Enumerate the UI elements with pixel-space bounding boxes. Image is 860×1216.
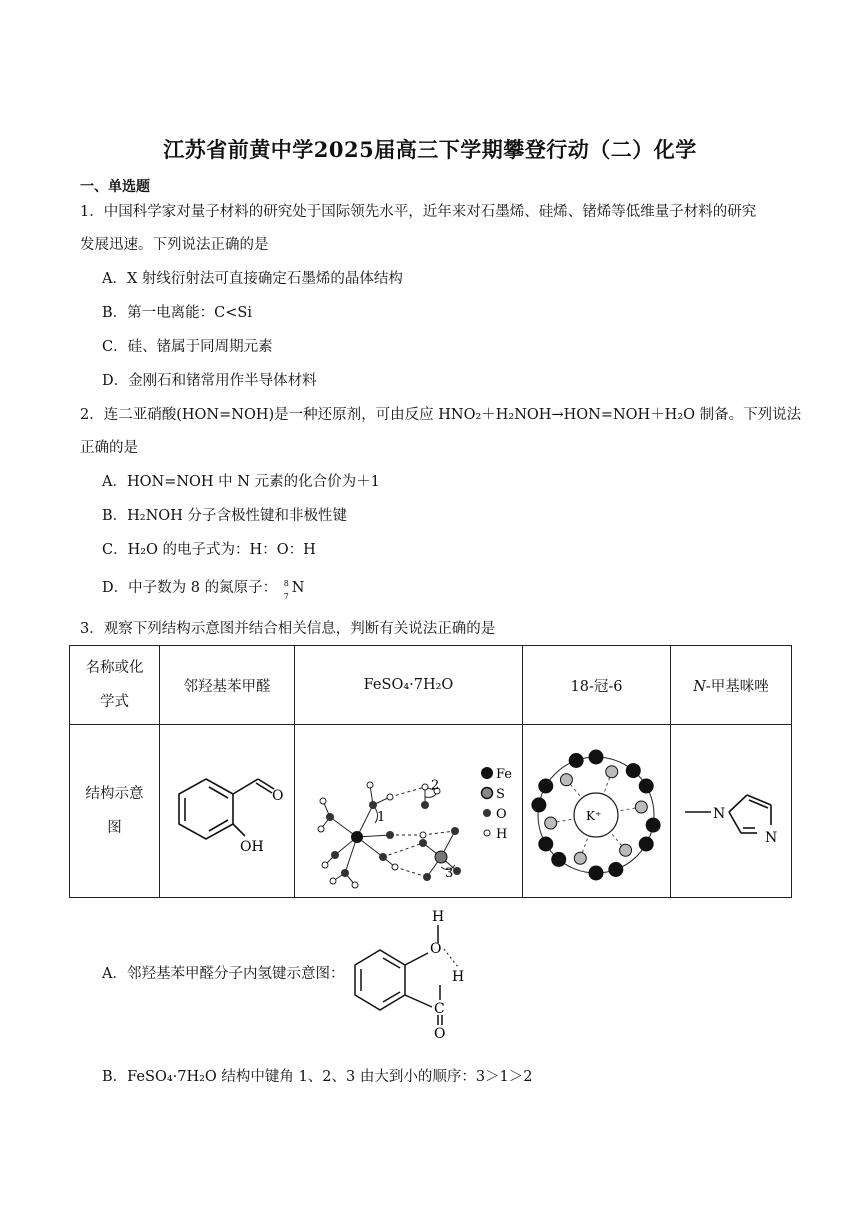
crown-carbon-atom bbox=[539, 837, 553, 851]
legend-s: S bbox=[496, 787, 505, 802]
q1-option-b: B．第一电离能：C<Si bbox=[102, 305, 252, 321]
crown-oxygen-atom bbox=[574, 852, 586, 864]
feso4-structure bbox=[295, 725, 522, 893]
col-name-methylimidazole bbox=[671, 646, 792, 725]
hydroxyl-label: OH bbox=[240, 839, 264, 855]
hbond-h-top: H bbox=[432, 909, 445, 925]
aldehyde-o-label: O bbox=[272, 788, 284, 804]
q2-stem-line2: 正确的是 bbox=[80, 440, 138, 456]
feso4-legend bbox=[481, 767, 512, 842]
section-heading: 一、单选题 bbox=[80, 179, 150, 195]
crown-oxygen-atom bbox=[635, 801, 647, 813]
q2-option-b: B．H₂NOH 分子含极性键和非极性键 bbox=[102, 508, 347, 524]
q2-stem-line1: 2．连二亚硝酸(HON=NOH)是一种还原剂，可由反应 HNO₂＋H₂NOH→HON=NOH＋H₂O 制备。下列说法 bbox=[80, 407, 802, 423]
legend-o: O bbox=[496, 807, 507, 822]
header-label-line2: 学式 bbox=[100, 694, 129, 710]
crown-carbon-atom bbox=[552, 852, 566, 866]
crown-oxygen-atom bbox=[545, 817, 557, 829]
crown-carbon-atom bbox=[639, 837, 653, 851]
q2-option-c: C．H₂O 的电子式为：H：O：H bbox=[102, 542, 316, 558]
k-ion-label: K⁺ bbox=[586, 809, 602, 823]
crown-carbon-atom bbox=[646, 818, 660, 832]
page-title: 江苏省前黄中学2025届高三下学期攀登行动（二）化学 bbox=[163, 137, 697, 162]
crown-ether-structure bbox=[523, 725, 670, 893]
nuclide-mass-number: 8 bbox=[283, 579, 289, 588]
q3-option-b: B．FeSO₄·7H₂O 结构中键角 1、2、3 由大到小的顺序：3＞1＞2 bbox=[102, 1069, 533, 1085]
col-name-crown-ether: 18-冠-6 bbox=[523, 646, 671, 725]
q2-option-a: A．HON=NOH 中 N 元素的化合价为＋1 bbox=[102, 474, 380, 490]
q1-option-d: D．金刚石和锗常用作半导体材料 bbox=[102, 373, 317, 389]
hbond-o-top: O bbox=[430, 941, 442, 957]
q3-option-a: A．邻羟基苯甲醛分子内氢键示意图： bbox=[102, 966, 345, 982]
header-label-line1: 名称或化 bbox=[85, 660, 144, 676]
col-name-feso4: FeSO₄·7H₂O bbox=[295, 646, 523, 725]
row2-label-line2: 图 bbox=[107, 820, 122, 836]
crown-ether-structure-cell bbox=[523, 725, 671, 898]
crown-carbon-atom bbox=[589, 750, 603, 764]
italic-n: N bbox=[693, 678, 706, 695]
row2-label-line1: 结构示意 bbox=[85, 786, 144, 802]
crown-carbon-atom bbox=[532, 798, 546, 812]
legend-h: H bbox=[496, 827, 508, 842]
q1-stem-line1: 1．中国科学家对量子材料的研究处于国际领先水平，近年来对石墨烯、硅烯、锗烯等低维量子材料的研究 bbox=[80, 204, 757, 220]
hbond-o-bottom: O bbox=[434, 1026, 446, 1042]
feso4-structure-cell bbox=[295, 725, 523, 898]
crown-carbon-atom bbox=[626, 764, 640, 778]
salicylaldehyde-structure bbox=[160, 725, 294, 893]
angle-3-label: 3 bbox=[445, 866, 454, 881]
crown-carbon-atom bbox=[569, 753, 583, 767]
q1-stem-line2: 发展迅速。下列说法正确的是 bbox=[80, 237, 269, 253]
q1-option-a: A．X 射线衍射法可直接确定石墨烯的晶体结构 bbox=[102, 271, 403, 287]
table-row2-label bbox=[70, 725, 160, 898]
imidazole-n3-label: N bbox=[765, 830, 778, 846]
table-header-label bbox=[70, 646, 160, 725]
legend-fe: Fe bbox=[496, 767, 513, 782]
salicylaldehyde-structure-cell bbox=[160, 725, 295, 898]
crown-carbon-atom bbox=[609, 863, 623, 877]
crown-carbon-atom bbox=[589, 866, 603, 880]
intramolecular-hbond-diagram bbox=[340, 905, 470, 1045]
angle-2-label: 2 bbox=[431, 778, 440, 793]
crown-oxygen-atom bbox=[560, 774, 572, 786]
q1-option-c: C．硅、锗属于同周期元素 bbox=[102, 339, 273, 355]
methylimidazole-structure-cell bbox=[671, 725, 792, 898]
imidazole-n1-label: N bbox=[713, 806, 726, 822]
q3-stem: 3．观察下列结构示意图并结合相关信息，判断有关说法正确的是 bbox=[80, 621, 496, 637]
q2-option-d bbox=[102, 578, 305, 601]
angle-1-label: 1 bbox=[377, 810, 386, 825]
structure-table bbox=[69, 645, 792, 898]
crown-oxygen-atom bbox=[606, 766, 618, 778]
q2-option-d-text: D．中子数为 8 的氮原子： bbox=[102, 580, 278, 596]
crown-carbon-atom bbox=[539, 779, 553, 793]
nuclide-symbol: N bbox=[291, 580, 305, 596]
methylimidazole-structure bbox=[671, 725, 791, 893]
col-name-salicylaldehyde: 邻羟基苯甲醛 bbox=[160, 646, 295, 725]
nuclide-atomic-number: 7 bbox=[283, 592, 289, 601]
crown-oxygen-atom bbox=[620, 844, 632, 856]
crown-carbon-atom bbox=[639, 779, 653, 793]
hbond-h: H bbox=[452, 969, 465, 985]
methylimidazole-rest: -甲基咪唑 bbox=[705, 678, 769, 695]
hbond-c: C bbox=[434, 1001, 445, 1017]
